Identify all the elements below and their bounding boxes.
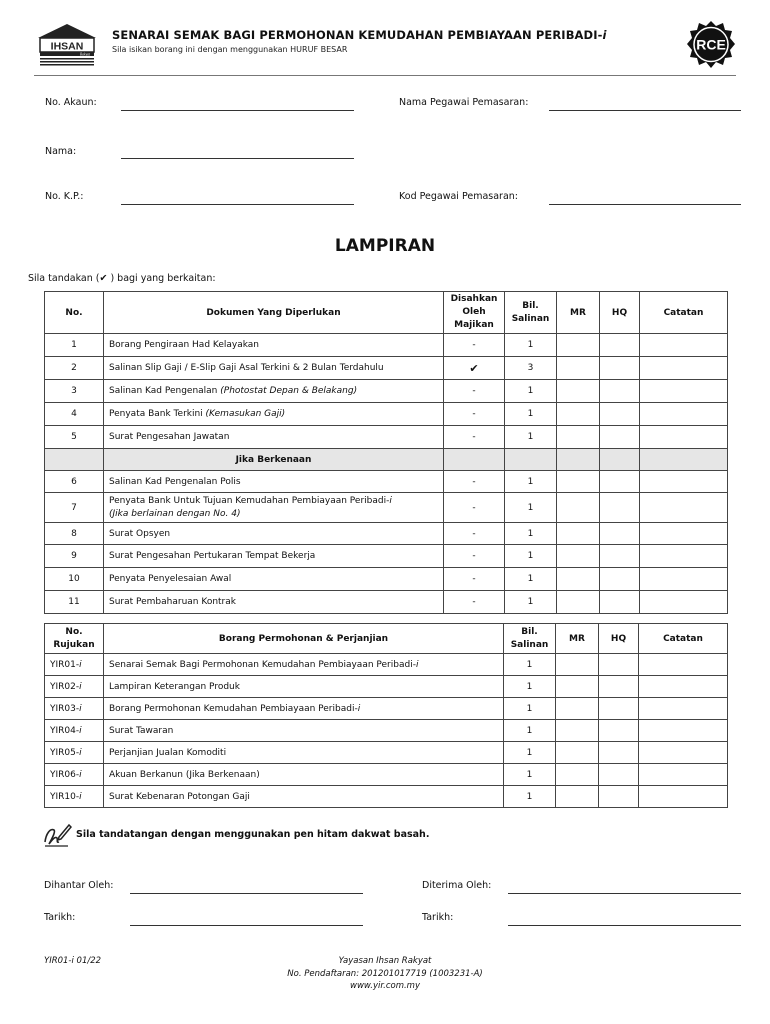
mr-check-cell[interactable] (557, 523, 600, 545)
marketing-officer-name-label: Nama Pegawai Pemasaran: (399, 97, 529, 108)
name-label: Nama: (45, 146, 77, 157)
hq-check-cell[interactable] (600, 591, 640, 614)
table-row: YIR05-i Perjanjian Jualan Komoditi 1 (45, 742, 728, 764)
date-left-field[interactable] (130, 925, 363, 926)
table-row: 2 Salinan Slip Gaji / E-Slip Gaji Asal Terkini & 2 Bulan Terdahulu ✔ 3 (45, 357, 728, 380)
mr-check-cell[interactable] (556, 720, 599, 742)
table-row: YIR01-i Senarai Semak Bagi Permohonan Kemudahan Pembiayaan Peribadi-i 1 (45, 654, 728, 676)
mr-check-cell[interactable] (556, 764, 599, 786)
form-code: YIR01-i 01/22 (44, 956, 102, 966)
website-link[interactable]: www.yir.com.my (350, 981, 420, 991)
mr-check-cell[interactable] (556, 786, 599, 808)
mr-check-cell[interactable] (556, 654, 599, 676)
mr-check-cell[interactable] (557, 357, 600, 380)
notes-cell[interactable] (639, 786, 728, 808)
hq-check-cell[interactable] (599, 742, 639, 764)
mr-check-cell[interactable] (557, 403, 600, 426)
instruction-text: Sila tandakan (✔ ) bagi yang berkaitan: (28, 273, 216, 284)
marketing-officer-name-field[interactable] (549, 110, 741, 111)
hq-check-cell[interactable] (600, 426, 640, 449)
col-notes: Catatan (640, 292, 728, 334)
table-row: YIR04-i Surat Tawaran 1 (45, 720, 728, 742)
table-subheader-row (45, 449, 728, 471)
notes-cell[interactable] (639, 676, 728, 698)
table-row: YIR02-i Lampiran Keterangan Produk 1 (45, 676, 728, 698)
ic-number-field[interactable] (121, 204, 354, 205)
hq-check-cell[interactable] (599, 786, 639, 808)
notes-cell[interactable] (640, 493, 728, 523)
col-mr: MR (557, 292, 600, 334)
if-applicable-heading: Jika Berkenaan (104, 449, 444, 471)
hq-check-cell[interactable] (600, 380, 640, 403)
notes-cell[interactable] (640, 471, 728, 493)
hq-check-cell[interactable] (599, 764, 639, 786)
page-header (34, 20, 736, 76)
sent-by-label: Dihantar Oleh: (44, 880, 114, 891)
notes-cell[interactable] (640, 357, 728, 380)
hq-check-cell[interactable] (600, 471, 640, 493)
hq-check-cell[interactable] (600, 568, 640, 591)
notes-cell[interactable] (640, 426, 728, 449)
mr-check-cell[interactable] (556, 742, 599, 764)
mr-check-cell[interactable] (557, 493, 600, 523)
table-row: 10 Penyata Penyelesaian Awal - 1 (45, 568, 728, 591)
table-row: 4 Penyata Bank Terkini (Kemasukan Gaji) - 1 (45, 403, 728, 426)
mr-check-cell[interactable] (556, 676, 599, 698)
hq-check-cell[interactable] (600, 545, 640, 568)
notes-cell[interactable] (640, 523, 728, 545)
notes-cell[interactable] (640, 568, 728, 591)
col-no: No. (45, 292, 104, 334)
date-right-field[interactable] (508, 925, 741, 926)
table-header-row (45, 292, 728, 334)
col-reference: No. Rujukan (45, 624, 104, 654)
hq-check-cell[interactable] (600, 403, 640, 426)
table-row: 3 Salinan Kad Pengenalan (Photostat Depan & Belakang) - 1 (45, 380, 728, 403)
hq-check-cell[interactable] (599, 654, 639, 676)
mr-check-cell[interactable] (556, 698, 599, 720)
ihsan-rakyat-logo (34, 22, 100, 66)
table-row: 7 Penyata Bank Untuk Tujuan Kemudahan Pembiayaan Peribadi-i (Jika berlainan dengan No. 4) - 1 (45, 493, 728, 523)
table-row: YIR03-i Borang Permohonan Kemudahan Pembiayaan Peribadi-i 1 (45, 698, 728, 720)
col-mr: MR (556, 624, 599, 654)
name-field[interactable] (121, 158, 354, 159)
hq-check-cell[interactable] (599, 720, 639, 742)
sent-by-field[interactable] (130, 893, 363, 894)
signature-instruction: Sila tandatangan dengan menggunakan pen hitam dakwat basah. (42, 822, 442, 848)
notes-cell[interactable] (639, 698, 728, 720)
table-row: 5 Surat Pengesahan Jawatan - 1 (45, 426, 728, 449)
col-copies: Bil. Salinan (505, 292, 557, 334)
notes-cell[interactable] (639, 742, 728, 764)
table-header-row (45, 624, 728, 654)
svg-text:IHSAN: IHSAN (50, 40, 84, 53)
rce-logo (686, 20, 736, 70)
mr-check-cell[interactable] (557, 591, 600, 614)
hq-check-cell[interactable] (599, 676, 639, 698)
mr-check-cell[interactable] (557, 380, 600, 403)
footer-info (0, 955, 770, 993)
notes-cell[interactable] (640, 380, 728, 403)
marketing-officer-code-label: Kod Pegawai Pemasaran: (399, 191, 518, 202)
marketing-officer-code-field[interactable] (549, 204, 741, 205)
mr-check-cell[interactable] (557, 568, 600, 591)
table-row: 8 Surat Opsyen - 1 (45, 523, 728, 545)
date-left-label: Tarikh: (44, 912, 76, 923)
document-subtitle: Sila isikan borang ini dengan menggunakan HURUF BESAR (112, 45, 348, 54)
section-title: LAMPIRAN (334, 236, 436, 256)
notes-cell[interactable] (640, 591, 728, 614)
col-hq: HQ (599, 624, 639, 654)
col-document: Dokumen Yang Diperlukan (104, 292, 444, 334)
document-title: SENARAI SEMAK BAGI PERMOHONAN KEMUDAHAN PEMBIAYAAN PERIBADI-i (112, 28, 607, 42)
col-copies: Bil. Salinan (504, 624, 556, 654)
table-row: YIR10-i Surat Kebenaran Potongan Gaji 1 (45, 786, 728, 808)
col-notes: Catatan (639, 624, 728, 654)
required-documents-table (44, 291, 728, 614)
hq-check-cell[interactable] (599, 698, 639, 720)
notes-cell[interactable] (640, 545, 728, 568)
table-row: 1 Borang Pengiraan Had Kelayakan - 1 (45, 334, 728, 357)
hq-check-cell[interactable] (600, 493, 640, 523)
notes-cell[interactable] (639, 720, 728, 742)
table-row: YIR06-i Akuan Berkanun (Jika Berkenaan) 1 (45, 764, 728, 786)
table-row: 9 Surat Pengesahan Pertukaran Tempat Bekerja - 1 (45, 545, 728, 568)
notes-cell[interactable] (639, 654, 728, 676)
mr-check-cell[interactable] (557, 426, 600, 449)
pen-signature-icon (42, 822, 72, 848)
svg-text:Rakyat: Rakyat (80, 52, 90, 57)
col-hq: HQ (600, 292, 640, 334)
col-form: Borang Permohonan & Perjanjian (104, 624, 504, 654)
svg-text:RCE: RCE (696, 36, 726, 53)
ic-number-label: No. K.P.: (45, 191, 84, 202)
forms-agreements-table (44, 623, 728, 808)
hq-check-cell[interactable] (600, 523, 640, 545)
date-right-label: Tarikh: (422, 912, 454, 923)
account-label: No. Akaun: (45, 97, 97, 108)
notes-cell[interactable] (640, 403, 728, 426)
col-employer-verified: Disahkan Oleh Majikan (444, 292, 505, 334)
hq-check-cell[interactable] (600, 334, 640, 357)
notes-cell[interactable] (640, 334, 728, 357)
hq-check-cell[interactable] (600, 357, 640, 380)
registration-number: No. Pendaftaran: 201201017719 (1003231-A) (287, 968, 483, 979)
mr-check-cell[interactable] (557, 471, 600, 493)
notes-cell[interactable] (639, 764, 728, 786)
table-row: 11 Surat Pembaharuan Kontrak - 1 (45, 591, 728, 614)
table-row: 6 Salinan Kad Pengenalan Polis - 1 (45, 471, 728, 493)
organization-name: Yayasan Ihsan Rakyat (338, 956, 432, 966)
mr-check-cell[interactable] (557, 545, 600, 568)
received-by-label: Diterima Oleh: (422, 880, 492, 891)
mr-check-cell[interactable] (557, 334, 600, 357)
account-field[interactable] (121, 110, 354, 111)
checkmark-icon: ✔ (444, 357, 505, 380)
received-by-field[interactable] (508, 893, 741, 894)
